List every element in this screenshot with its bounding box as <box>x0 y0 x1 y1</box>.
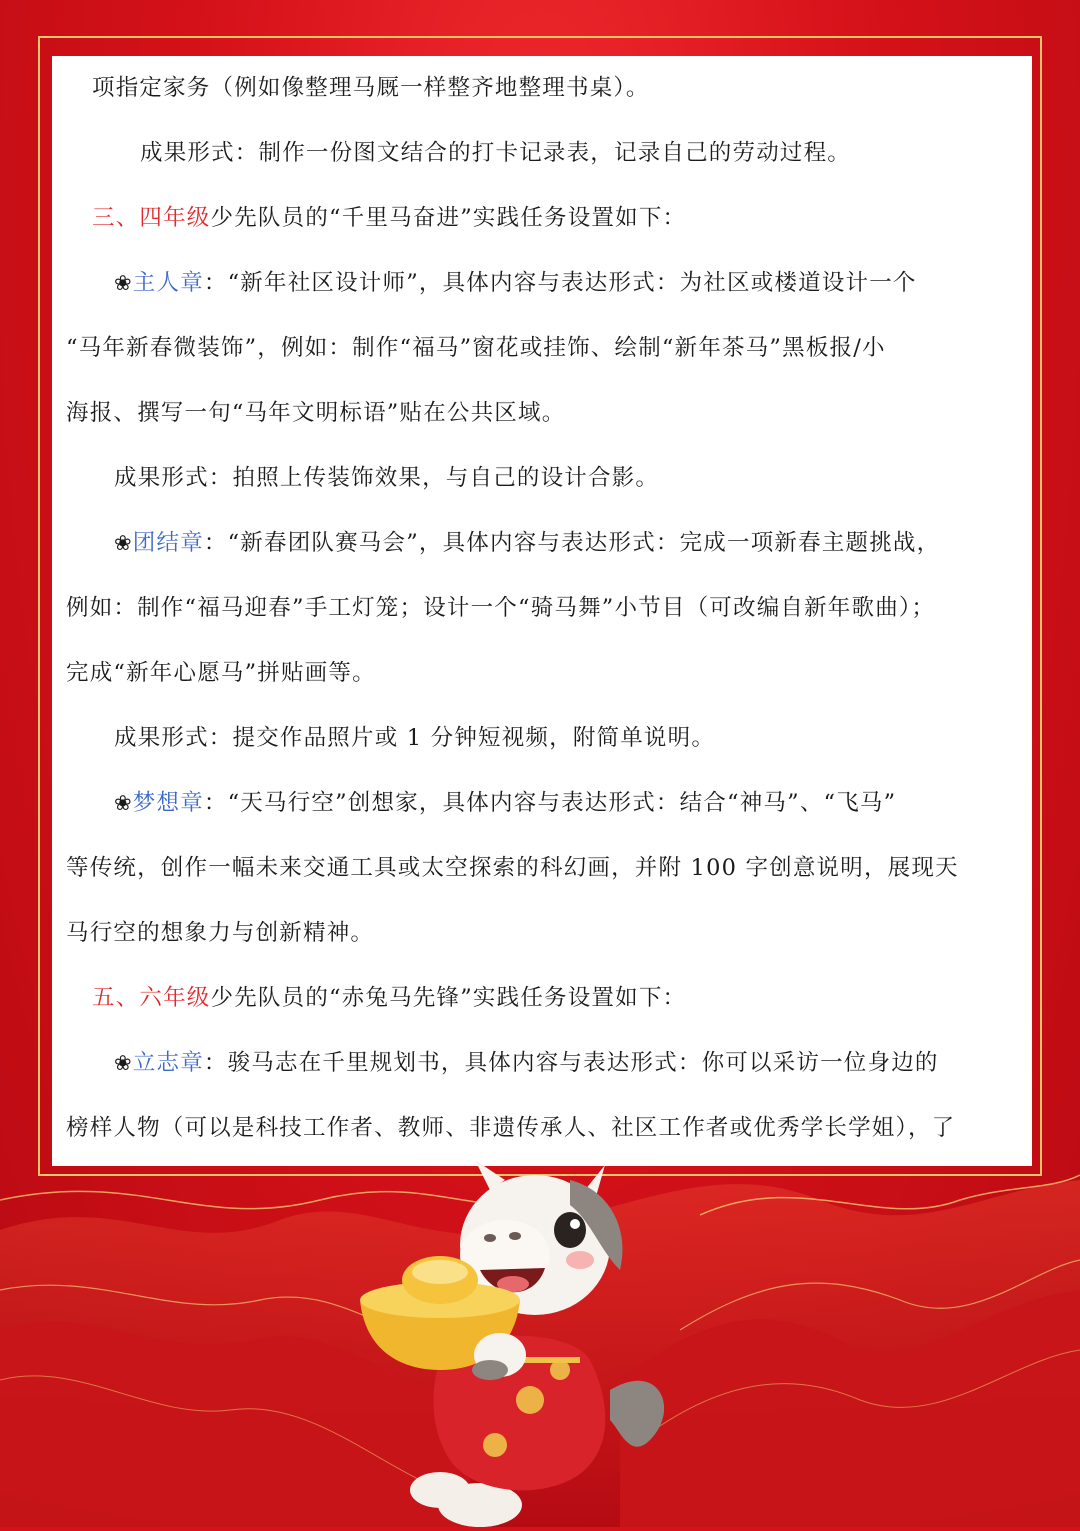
paragraph-line <box>66 901 1016 966</box>
section-heading-grade-5-6 <box>66 966 1016 1031</box>
text: “马年新春微装饰”，例如：制作“福马”窗花或挂饰、绘制“新年茶马”黑板报/小 <box>66 335 886 361</box>
text: 等传统，创作一幅未来交通工具或太空探索的科幻画，并附 100 字创意说明，展现天 <box>66 855 959 881</box>
text: ：“新年社区设计师”，具体内容与表达形式：为社区或楼道设计一个 <box>203 270 917 296</box>
flower-icon: ❀ <box>114 1051 133 1075</box>
text: 马行空的想象力与创新精神。 <box>66 920 375 946</box>
badge-name: 主人章 <box>132 270 204 296</box>
grade-label: 五、六年级 <box>92 985 211 1011</box>
document-page <box>52 56 1032 1166</box>
text: 例如：制作“福马迎春”手工灯笼；设计一个“骑马舞”小节目（可改编自新年歌曲）； <box>66 595 936 621</box>
frame-corner-ornament <box>38 36 60 58</box>
horse-mascot-icon <box>330 1160 690 1527</box>
text: 成果形式：拍照上传装饰效果，与自己的设计合影。 <box>114 465 660 491</box>
text: 海报、撰写一句“马年文明标语”贴在公共区域。 <box>66 400 566 426</box>
paragraph-line <box>66 641 1016 706</box>
text: ：“新春团队赛马会”，具体内容与表达形式：完成一项新春主题挑战， <box>203 530 941 556</box>
flower-icon: ❀ <box>114 531 133 555</box>
paragraph-line <box>66 706 1016 771</box>
section-heading-grade-3-4 <box>66 186 1016 251</box>
paragraph-line <box>66 446 1016 511</box>
badge-name: 梦想章 <box>132 790 204 816</box>
text: ：骏马志在千里规划书，具体内容与表达形式：你可以采访一位身边的 <box>203 1050 939 1076</box>
frame-corner-ornament <box>1020 36 1042 58</box>
text: 项指定家务（例如像整理马厩一样整齐地整理书桌）。 <box>92 75 650 101</box>
text: 完成“新年心愿马”拼贴画等。 <box>66 660 376 686</box>
text: 榜样人物（可以是科技工作者、教师、非遗传承人、社区工作者或优秀学长学姐），了 <box>66 1115 956 1141</box>
text: ：“天马行空”创想家，具体内容与表达形式：结合“神马”、“飞马” <box>203 790 897 816</box>
horse-mascot-illustration <box>330 1160 690 1527</box>
text: 成果形式：制作一份图文结合的打卡记录表，记录自己的劳动过程。 <box>140 140 852 166</box>
document-body <box>66 56 1016 1161</box>
paragraph-line <box>66 836 1016 901</box>
text: 少先队员的“赤兔马先锋”实践任务设置如下： <box>210 985 687 1011</box>
paragraph-line <box>66 1096 1016 1161</box>
badge-line-ambition <box>66 1031 1016 1096</box>
badge-line-host <box>66 251 1016 316</box>
flower-icon: ❀ <box>114 271 133 295</box>
flower-icon: ❀ <box>114 791 133 815</box>
grade-label: 三、四年级 <box>92 205 211 231</box>
paragraph-line <box>66 56 1016 121</box>
badge-name: 立志章 <box>132 1050 204 1076</box>
paragraph-line <box>66 316 1016 381</box>
badge-line-dream <box>66 771 1016 836</box>
badge-name: 团结章 <box>132 530 204 556</box>
paragraph-line <box>66 576 1016 641</box>
text: 成果形式：提交作品照片或 1 分钟短视频，附简单说明。 <box>114 725 716 751</box>
paragraph-line <box>66 381 1016 446</box>
text: 少先队员的“千里马奋进”实践任务设置如下： <box>210 205 687 231</box>
paragraph-line <box>66 121 1016 186</box>
badge-line-unity <box>66 511 1016 576</box>
